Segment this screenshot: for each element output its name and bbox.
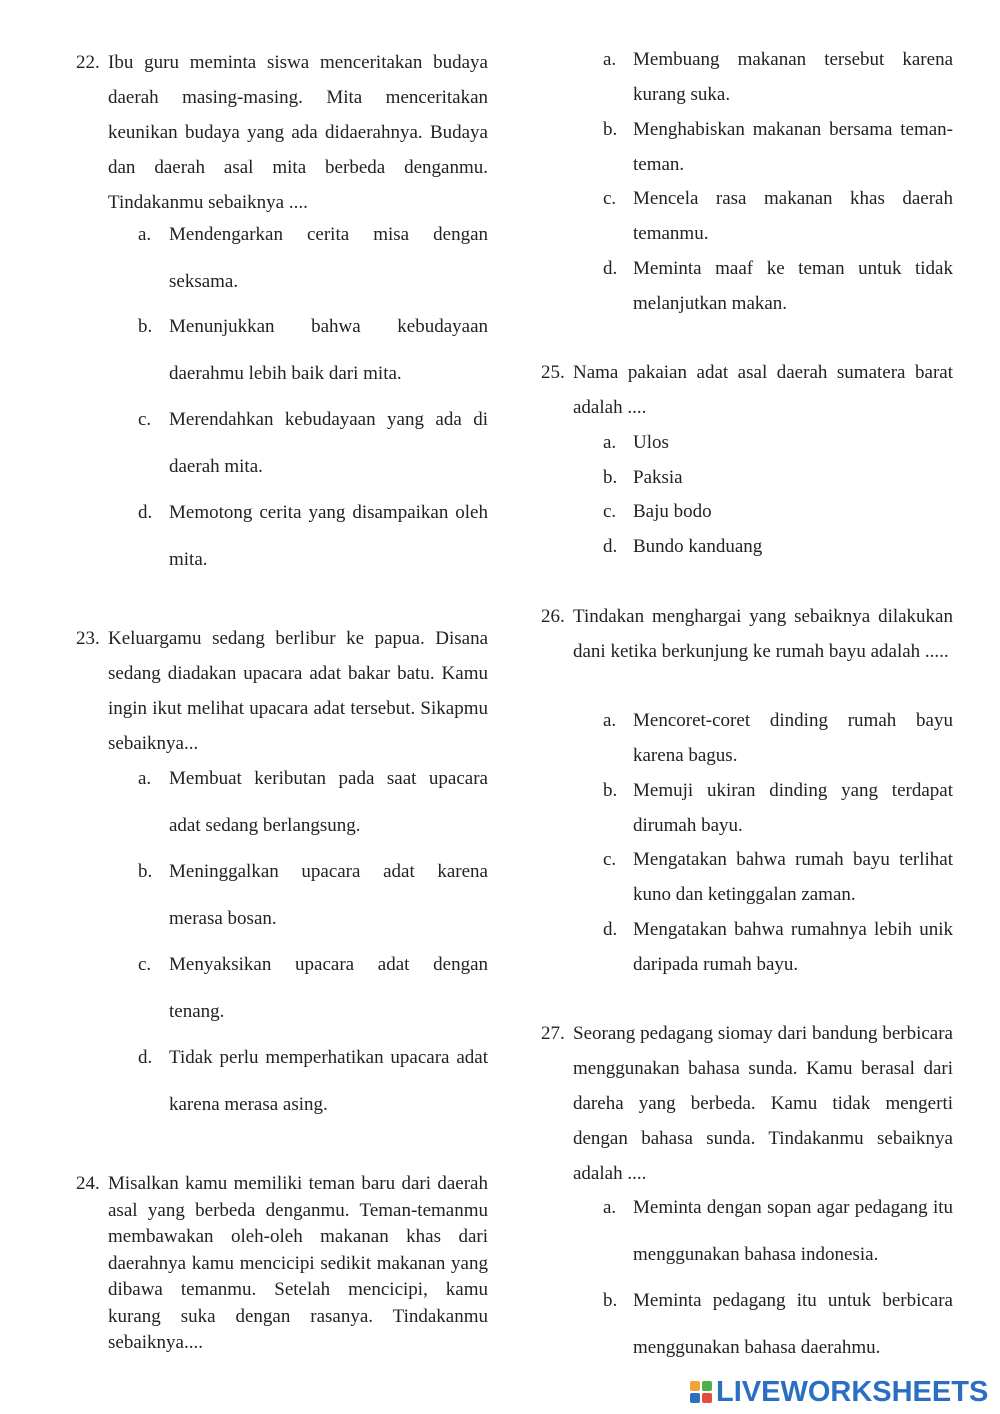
option-text: Menyaksikan upacara adat dengan tenang.	[169, 954, 488, 1022]
option-26-a[interactable]	[603, 703, 953, 773]
option-26-d[interactable]	[603, 912, 953, 982]
logo-square-green	[702, 1381, 712, 1391]
question-24	[76, 1171, 488, 1357]
option-22-c[interactable]	[138, 396, 488, 490]
option-letter: a.	[603, 432, 617, 453]
option-text: Ulos	[633, 432, 669, 453]
option-letter: b.	[138, 861, 153, 882]
option-text: Mengatakan bahwa rumah bayu terlihat kuno dan ketinggalan zaman.	[633, 849, 953, 905]
question-text: Tindakan menghargai yang sebaiknya dilakukan dani ketika berkunjung ke rumah bayu adalah .....	[573, 606, 953, 662]
logo-square-orange	[690, 1381, 700, 1391]
option-25-c[interactable]	[603, 494, 953, 529]
option-text: Paksia	[633, 467, 683, 488]
option-24-a[interactable]	[603, 42, 953, 112]
liveworksheets-logo-icon	[690, 1381, 712, 1403]
option-letter: c.	[603, 501, 617, 522]
option-letter: b.	[603, 780, 618, 801]
option-text: Meminta maaf ke teman untuk tidak melanjutkan makan.	[633, 258, 953, 314]
option-letter: c.	[138, 954, 152, 975]
question-25	[541, 355, 953, 425]
option-text: Mendengarkan cerita misa dengan seksama.	[169, 224, 488, 292]
option-letter: a.	[138, 224, 152, 245]
option-letter: d.	[138, 502, 153, 523]
question-number: 23.	[76, 628, 100, 649]
option-24-c[interactable]	[603, 181, 953, 251]
option-letter: a.	[138, 768, 152, 789]
option-text: Merendahkan kebudayaan yang ada di daerah mita.	[169, 409, 488, 477]
question-text: Ibu guru meminta siswa menceritakan budaya daerah masing-masing. Mita menceritakan keunikan budaya yang ada didaerahnya. Budaya dan daerah asal mita berbeda denganmu. Tindakanmu sebaiknya ....	[108, 52, 488, 213]
question-26	[541, 599, 953, 669]
question-number: 27.	[541, 1023, 565, 1044]
option-24-b[interactable]	[603, 112, 953, 182]
logo-text: LIVEWORKSHEETS	[716, 1375, 989, 1408]
option-27-a[interactable]	[603, 1184, 953, 1278]
option-letter: d.	[603, 258, 618, 279]
option-25-b[interactable]	[603, 460, 953, 495]
option-22-d[interactable]	[138, 489, 488, 583]
option-letter: d.	[138, 1047, 153, 1068]
option-27-b[interactable]	[603, 1277, 953, 1371]
option-text: Bundo kanduang	[633, 536, 763, 557]
option-text: Mencoret-coret dinding rumah bayu karena bagus.	[633, 710, 953, 766]
option-23-c[interactable]	[138, 941, 488, 1035]
option-text: Meninggalkan upacara adat karena merasa bosan.	[169, 861, 488, 929]
option-letter: a.	[603, 49, 617, 70]
option-text: Meminta dengan sopan agar pedagang itu menggunakan bahasa indonesia.	[633, 1197, 953, 1265]
option-letter: c.	[603, 849, 617, 870]
option-22-b[interactable]	[138, 303, 488, 397]
option-text: Mengatakan bahwa rumahnya lebih unik daripada rumah bayu.	[633, 919, 953, 975]
question-number: 26.	[541, 606, 565, 627]
option-24-d[interactable]	[603, 251, 953, 321]
option-letter: c.	[603, 188, 617, 209]
option-25-d[interactable]	[603, 529, 953, 564]
option-text: Memotong cerita yang disampaikan oleh mita.	[169, 502, 488, 570]
option-23-d[interactable]	[138, 1034, 488, 1128]
liveworksheets-logo	[690, 1377, 988, 1407]
option-letter: a.	[603, 710, 617, 731]
question-22	[76, 45, 488, 220]
question-text: Nama pakaian adat asal daerah sumatera barat adalah ....	[573, 362, 953, 418]
option-26-c[interactable]	[603, 842, 953, 912]
option-letter: d.	[603, 919, 618, 940]
option-22-a[interactable]	[138, 211, 488, 305]
option-letter: a.	[603, 1197, 617, 1218]
option-text: Membuat keributan pada saat upacara adat sedang berlangsung.	[169, 768, 488, 836]
option-letter: b.	[138, 316, 153, 337]
option-26-b[interactable]	[603, 773, 953, 843]
logo-square-blue	[690, 1393, 700, 1403]
option-text: Menunjukkan bahwa kebudayaan daerahmu lebih baik dari mita.	[169, 316, 488, 384]
question-number: 22.	[76, 52, 100, 73]
option-letter: b.	[603, 1290, 618, 1311]
question-number: 25.	[541, 362, 565, 383]
question-23	[76, 621, 488, 761]
option-text: Memuji ukiran dinding yang terdapat dirumah bayu.	[633, 780, 953, 836]
question-27	[541, 1016, 953, 1191]
logo-square-red	[702, 1393, 712, 1403]
option-text: Mencela rasa makanan khas daerah temanmu.	[633, 188, 953, 244]
option-text: Membuang makanan tersebut karena kurang suka.	[633, 49, 953, 105]
option-text: Meminta pedagang itu untuk berbicara menggunakan bahasa daerahmu.	[633, 1290, 953, 1358]
option-23-b[interactable]	[138, 848, 488, 942]
option-letter: d.	[603, 536, 618, 557]
option-letter: b.	[603, 119, 618, 140]
option-text: Menghabiskan makanan bersama teman-teman.	[633, 119, 953, 175]
option-23-a[interactable]	[138, 755, 488, 849]
option-letter: b.	[603, 467, 618, 488]
option-text: Baju bodo	[633, 501, 712, 522]
option-text: Tidak perlu memperhatikan upacara adat karena merasa asing.	[169, 1047, 488, 1115]
option-letter: c.	[138, 409, 152, 430]
question-number: 24.	[76, 1173, 100, 1194]
option-25-a[interactable]	[603, 425, 953, 460]
question-text: Keluargamu sedang berlibur ke papua. Disana sedang diadakan upacara adat bakar batu. Kamu ingin ikut melihat upacara adat tersebut. Sikapmu sebaiknya...	[108, 628, 488, 754]
question-text: Seorang pedagang siomay dari bandung berbicara menggunakan bahasa sunda. Kamu berasal dari dareha yang berbeda. Kamu tidak mengerti dengan bahasa sunda. Tindakanmu sebaiknya adalah ....	[573, 1023, 953, 1184]
question-text: Misalkan kamu memiliki teman baru dari daerah asal yang berbeda denganmu. Teman-temanmu membawakan oleh-oleh makanan khas dari daerahnya kamu mencicipi sedikit makanan yang dibawa temanmu. Setelah mencicipi, kamu kurang suka dengan rasanya. Tindakanmu sebaiknya....	[108, 1173, 488, 1353]
